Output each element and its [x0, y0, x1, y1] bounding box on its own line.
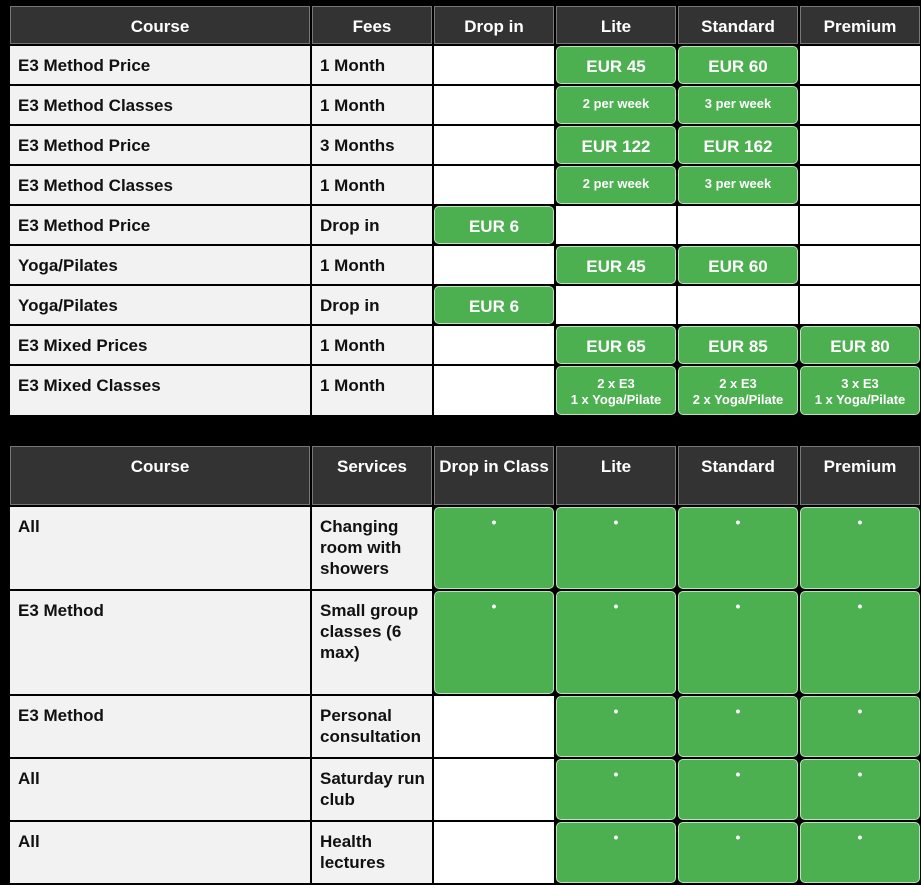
included-bullet-icon: • [556, 591, 676, 694]
table-row [10, 507, 920, 589]
empty-cell [434, 86, 554, 124]
premium-value-cell: EUR 80 [800, 326, 920, 364]
included-bullet-icon: • [678, 696, 798, 757]
included-bullet-icon: • [678, 507, 798, 589]
table-row [10, 759, 920, 820]
course-cell: E3 Method [10, 591, 310, 694]
empty-cell [800, 286, 920, 324]
course-cell: Yoga/Pilates [10, 246, 310, 284]
pricing-table-body [10, 46, 920, 415]
lite-value-cell: 2 per week [556, 166, 676, 204]
empty-cell [434, 46, 554, 84]
header-lite: Lite [556, 446, 676, 505]
course-cell: E3 Method Classes [10, 86, 310, 124]
included-bullet-icon: • [678, 822, 798, 883]
table-row [10, 286, 920, 324]
included-bullet-icon: • [556, 822, 676, 883]
fee-cell: 1 Month [312, 166, 432, 204]
header-premium: Premium [800, 446, 920, 505]
standard-value-cell: EUR 60 [678, 246, 798, 284]
course-cell: E3 Mixed Classes [10, 366, 310, 415]
course-cell: E3 Method [10, 696, 310, 757]
course-cell: Yoga/Pilates [10, 286, 310, 324]
service-cell: Health lectures [312, 822, 432, 883]
course-cell: All [10, 507, 310, 589]
service-cell: Personal consultation [312, 696, 432, 757]
included-bullet-icon: • [800, 591, 920, 694]
empty-cell [434, 696, 554, 757]
fee-cell: Drop in [312, 206, 432, 244]
class-mix-line: 1 x Yoga/Pilate [814, 392, 906, 407]
table-row [10, 366, 920, 415]
table-row [10, 166, 920, 204]
included-bullet-icon: • [800, 822, 920, 883]
fee-cell: Drop in [312, 286, 432, 324]
included-bullet-icon: • [434, 507, 554, 589]
empty-cell [800, 46, 920, 84]
class-mix-line: 2 x E3 [719, 376, 757, 391]
course-cell: E3 Method Price [10, 126, 310, 164]
standard-value-cell: 3 per week [678, 86, 798, 124]
table-row [10, 126, 920, 164]
standard-value-cell: EUR 162 [678, 126, 798, 164]
fee-cell: 1 Month [312, 366, 432, 415]
empty-cell [434, 246, 554, 284]
included-bullet-icon: • [556, 696, 676, 757]
empty-cell [556, 286, 676, 324]
empty-cell [800, 166, 920, 204]
table-row [10, 591, 920, 694]
lite-classes-cell [556, 366, 676, 415]
class-mix-line: 2 x Yoga/Pilate [692, 392, 784, 407]
empty-cell [434, 822, 554, 883]
empty-cell [800, 206, 920, 244]
header-fees: Fees [312, 6, 432, 44]
class-mix-line: 3 x E3 [841, 376, 879, 391]
included-bullet-icon: • [800, 696, 920, 757]
header-drop-in: Drop in [434, 6, 554, 44]
header-course: Course [10, 6, 310, 44]
header-lite: Lite [556, 6, 676, 44]
included-bullet-icon: • [678, 759, 798, 820]
fee-cell: 3 Months [312, 126, 432, 164]
standard-classes-cell [678, 366, 798, 415]
included-bullet-icon: • [678, 591, 798, 694]
lite-value-cell: EUR 45 [556, 46, 676, 84]
header-standard: Standard [678, 6, 798, 44]
class-mix-line: 2 x E3 [597, 376, 635, 391]
fee-cell: 1 Month [312, 86, 432, 124]
service-cell: Saturday run club [312, 759, 432, 820]
empty-cell [800, 126, 920, 164]
empty-cell [434, 126, 554, 164]
included-bullet-icon: • [800, 759, 920, 820]
fee-cell: 1 Month [312, 246, 432, 284]
standard-value-cell: EUR 60 [678, 46, 798, 84]
lite-value-cell: EUR 45 [556, 246, 676, 284]
lite-value-cell: EUR 122 [556, 126, 676, 164]
empty-cell [434, 366, 554, 415]
course-cell: All [10, 822, 310, 883]
drop-in-value-cell: EUR 6 [434, 206, 554, 244]
empty-cell [800, 246, 920, 284]
services-table-body [10, 507, 920, 883]
empty-cell [434, 326, 554, 364]
empty-cell [800, 86, 920, 124]
included-bullet-icon: • [434, 591, 554, 694]
table-row [10, 46, 920, 84]
header-standard: Standard [678, 446, 798, 505]
empty-cell [434, 759, 554, 820]
header-course: Course [10, 446, 310, 505]
header-services: Services [312, 446, 432, 505]
included-bullet-icon: • [800, 507, 920, 589]
header-premium: Premium [800, 6, 920, 44]
course-cell: All [10, 759, 310, 820]
course-cell: E3 Method Classes [10, 166, 310, 204]
class-mix-line: 1 x Yoga/Pilate [570, 392, 662, 407]
drop-in-value-cell: EUR 6 [434, 286, 554, 324]
lite-value-cell: EUR 65 [556, 326, 676, 364]
empty-cell [678, 206, 798, 244]
empty-cell [434, 166, 554, 204]
fee-cell: 1 Month [312, 46, 432, 84]
table-row [10, 246, 920, 284]
included-bullet-icon: • [556, 507, 676, 589]
fee-cell: 1 Month [312, 326, 432, 364]
course-cell: E3 Mixed Prices [10, 326, 310, 364]
standard-value-cell: 3 per week [678, 166, 798, 204]
empty-cell [556, 206, 676, 244]
pricing-table [8, 4, 921, 417]
service-cell: Changing room with showers [312, 507, 432, 589]
included-bullet-icon: • [556, 759, 676, 820]
header-drop-in-class: Drop in Class [434, 446, 554, 505]
course-cell: E3 Method Price [10, 206, 310, 244]
table-row [10, 86, 920, 124]
services-table [8, 444, 921, 885]
lite-value-cell: 2 per week [556, 86, 676, 124]
standard-value-cell: EUR 85 [678, 326, 798, 364]
premium-classes-cell [800, 366, 920, 415]
table-row [10, 206, 920, 244]
table-row [10, 326, 920, 364]
table-row [10, 822, 920, 883]
empty-cell [678, 286, 798, 324]
service-cell: Small group classes (6 max) [312, 591, 432, 694]
course-cell: E3 Method Price [10, 46, 310, 84]
table-row [10, 696, 920, 757]
